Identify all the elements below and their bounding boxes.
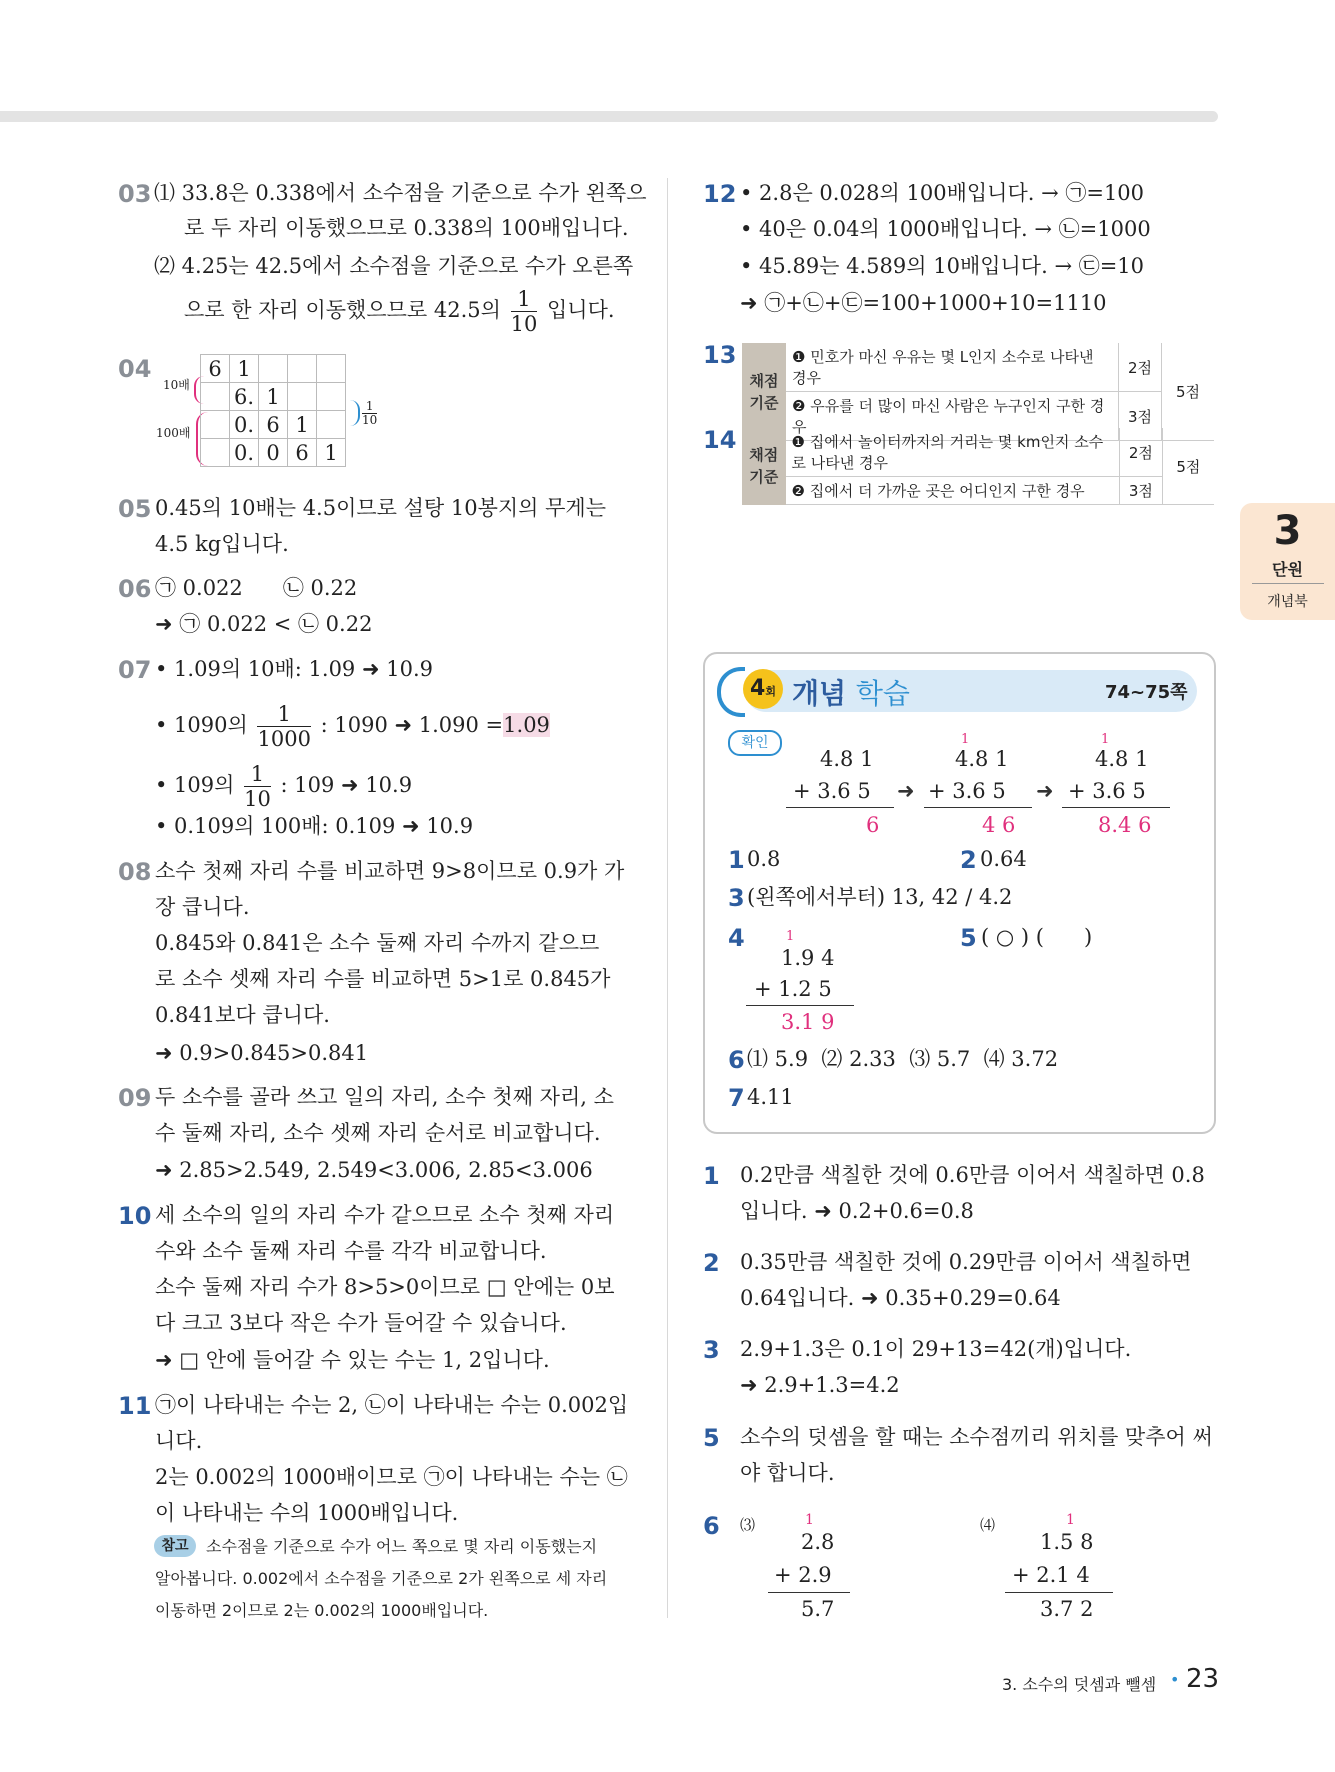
footer-chapter: 3. 소수의 덧셈과 뺄셈 <box>1002 1675 1157 1694</box>
label-10x: 10배 <box>163 378 190 392</box>
addend: 1.9 4 <box>781 946 835 970</box>
criteria-row: ❶ 집에서 놀이터까지의 거리는 몇 km인지 소수로 나타낸 경우 <box>786 428 1120 477</box>
denominator: 10 <box>244 787 271 811</box>
answer-line: ➜ □ 안에 들어갈 수 있는 수는 1, 2입니다. <box>155 1348 550 1372</box>
item-number: 3 <box>728 884 745 912</box>
numerator: 1 <box>244 762 271 787</box>
numerator: 1 <box>511 287 538 312</box>
answer-line: ㉠이 나타내는 수는 2, ㉡이 나타내는 수는 0.002입 <box>155 1393 629 1417</box>
cell: 1 <box>317 439 346 467</box>
cell <box>259 355 288 383</box>
partial-sum: 6 <box>866 813 880 837</box>
criteria-header <box>742 428 786 505</box>
answer-line: • 1.09의 10배: 1.09 ➜ 10.9 <box>155 657 434 681</box>
answer-line: 수 둘째 자리, 소수 셋째 자리 순서로 비교합니다. <box>155 1121 601 1145</box>
answer-line: 소수의 덧셈을 할 때는 소수점끼리 위치를 맞추어 써 <box>740 1425 1213 1449</box>
sum-line <box>924 807 1032 808</box>
criteria-row: ❶ 민호가 마신 우유는 몇 L인지 소수로 나타낸 경우 <box>786 343 1119 392</box>
answer-line: 수와 소수 둘째 자리 수를 각각 비교합니다. <box>155 1239 547 1263</box>
addend: 4.8 1 <box>955 747 1009 771</box>
item-number: 4 <box>728 924 745 952</box>
answer-line: ➜ ㉠+㉡+㉢=100+1000+10=1110 <box>740 291 1107 315</box>
answer-line: 이 나타내는 수의 1000배입니다. <box>155 1501 459 1525</box>
question-number: 1 <box>703 1162 720 1190</box>
addend: 4.8 1 <box>820 747 874 771</box>
cell: 6 <box>259 411 288 439</box>
question-number: 14 <box>703 426 737 454</box>
answer-line: ⑴ 33.8은 0.338에서 소수점을 기준으로 수가 왼쪽으 <box>154 181 647 205</box>
sum-line <box>768 1592 850 1593</box>
box-title <box>792 672 910 712</box>
item-answer: (왼쪽에서부터) 13, 42 / 4.2 <box>747 885 1013 909</box>
fraction-tenth <box>362 400 377 427</box>
cell: 0. <box>230 439 259 467</box>
session-badge <box>743 669 783 709</box>
text: 입니다. <box>547 298 615 322</box>
answer-line <box>155 702 550 751</box>
cell <box>317 411 346 439</box>
question-number: 11 <box>118 1392 152 1420</box>
answer-line: 0.35만큼 색칠한 것에 0.29만큼 이어서 색칠하면 <box>740 1250 1192 1274</box>
criteria-row: ❷ 우유를 더 많이 마신 사람은 누구인지 구한 경우 <box>786 392 1119 441</box>
answer-line <box>155 762 412 811</box>
check-badge: 확인 <box>728 730 782 756</box>
badge-sub: 회 <box>765 685 776 698</box>
item-number: 2 <box>960 846 977 874</box>
badge-number: 4 <box>750 676 766 701</box>
cell: 1 <box>230 355 259 383</box>
numerator: 1 <box>362 400 377 414</box>
arrow-icon: ➜ <box>1036 779 1054 803</box>
final-sum: 8.4 6 <box>1098 813 1152 837</box>
answer-line: 야 합니다. <box>740 1461 835 1485</box>
cell <box>317 355 346 383</box>
text: : 1090 ➜ 1.090 = <box>320 713 504 737</box>
text: 으로 한 자리 이동했으므로 42.5의 <box>184 298 501 322</box>
sum-line <box>1062 807 1170 808</box>
carry: 1 <box>1101 732 1110 747</box>
denominator: 10 <box>362 413 378 427</box>
answer-line: • 2.8은 0.028의 100배입니다. → ㉠=100 <box>740 181 1145 205</box>
question-number: 09 <box>118 1084 152 1112</box>
partial-sum: 4 6 <box>982 813 1016 837</box>
question-number: 06 <box>118 575 152 603</box>
scoring-table <box>742 343 1214 441</box>
chapter-unit: 단원 <box>1272 560 1303 579</box>
item-answer: ⑴ 5.9 ⑵ 2.33 ⑶ 5.7 ⑷ 3.72 <box>747 1047 1059 1071</box>
addend: + 2.9 <box>774 1563 832 1587</box>
scoring-table <box>742 428 1214 505</box>
label-100x: 100배 <box>156 426 191 440</box>
carry: 1 <box>786 929 795 944</box>
sum: 3.1 9 <box>781 1010 835 1034</box>
column-divider <box>667 178 668 1618</box>
answer-line: 로 두 자리 이동했으므로 0.338의 100배입니다. <box>184 216 629 240</box>
question-number: 05 <box>118 495 152 523</box>
arrow-icon: ➜ <box>897 779 915 803</box>
item-number: 1 <box>728 846 745 874</box>
points: 3점 <box>1120 477 1163 505</box>
answer-line: 4.5 kg입니다. <box>155 532 289 556</box>
header-text: 채점 기준 <box>749 371 779 412</box>
question-number: 2 <box>703 1249 720 1277</box>
answer-line: 로 소수 셋째 자리 수를 비교하면 5>1로 0.845가 <box>155 967 611 991</box>
place-value-table <box>200 354 346 467</box>
text: : 109 ➜ 10.9 <box>280 773 413 797</box>
answer-line: 소수 첫째 자리 수를 비교하면 9>8이므로 0.9가 가 <box>155 859 625 883</box>
title-b: 학습 <box>855 677 910 710</box>
carry: 1 <box>805 1512 814 1528</box>
denominator: 10 <box>510 312 538 336</box>
answer-line: 장 큽니다. <box>155 895 250 919</box>
item-number: 5 <box>960 924 977 952</box>
tip-line: 이동하면 2이므로 2는 0.002의 1000배입니다. <box>155 1601 489 1620</box>
addend: 4.8 1 <box>1095 747 1149 771</box>
title-a: 개념 <box>792 677 847 710</box>
question-number: 07 <box>118 656 152 684</box>
tip-line: 알아봅니다. 0.002에서 소수점을 기준으로 2가 왼쪽으로 세 자리 <box>155 1569 608 1588</box>
top-bar <box>0 111 1218 122</box>
question-number: 6 <box>703 1512 720 1540</box>
sum: 5.7 <box>801 1597 835 1621</box>
answer-line: ➜ 2.9+1.3=4.2 <box>740 1373 900 1397</box>
item-number: 7 <box>728 1084 745 1112</box>
answer-line: 다 크고 3보다 작은 수가 들어갈 수 있습니다. <box>155 1311 567 1335</box>
carry: 1 <box>1066 1512 1075 1528</box>
header-text: 채점 기준 <box>749 446 779 487</box>
points: 2점 <box>1119 343 1162 392</box>
sub-label: ⑷ <box>980 1516 996 1534</box>
answer-line: ➜ ㉠ 0.022 < ㉡ 0.22 <box>155 612 373 636</box>
sum-line <box>746 1005 854 1006</box>
addend: 1.5 8 <box>1040 1530 1094 1554</box>
answer-line: ㉠ 0.022 ㉡ 0.22 <box>155 576 358 600</box>
cell: 6 <box>288 439 317 467</box>
addend: 2.8 <box>801 1530 835 1554</box>
cell: 6 <box>201 355 230 383</box>
denominator: 1000 <box>257 727 311 751</box>
tip-line: 소수점을 기준으로 수가 어느 쪽으로 몇 자리 이동했는지 <box>206 1537 598 1556</box>
sub-label: ⑶ <box>740 1516 756 1534</box>
answer-line: 0.45의 10배는 4.5이므로 설탕 10봉지의 무게는 <box>155 496 606 520</box>
answer-line: • 45.89는 4.589의 10배입니다. → ㉢=10 <box>740 254 1145 278</box>
item-answer: 0.8 <box>747 847 781 871</box>
cell <box>201 383 230 411</box>
answer-line: 세 소수의 일의 자리 수가 같으므로 소수 첫째 자리 <box>155 1203 615 1227</box>
answer-line: ➜ 0.9>0.845>0.841 <box>155 1041 369 1065</box>
arc-tenth <box>350 400 360 426</box>
item-answer: 0.64 <box>980 847 1027 871</box>
criteria-header <box>742 343 786 441</box>
numerator: 1 <box>257 702 310 727</box>
cell: 1 <box>288 411 317 439</box>
question-number: 12 <box>703 180 737 208</box>
chapter-book: 개념북 <box>1267 594 1308 610</box>
question-number: 04 <box>118 355 152 383</box>
tab-rule <box>1252 583 1324 584</box>
answer-line: 2.9+1.3은 0.1이 29+13=42(개)입니다. <box>740 1337 1132 1361</box>
item-answer: ( ○ ) ( ) <box>981 925 1093 949</box>
answer-line: 입니다. ➜ 0.2+0.6=0.8 <box>740 1199 974 1223</box>
addend: + 3.6 5 <box>928 779 1006 803</box>
addend: + 2.1 4 <box>1012 1563 1090 1587</box>
fraction <box>244 762 271 811</box>
page-range: 74~75쪽 <box>1105 682 1188 703</box>
sum-line <box>786 807 894 808</box>
answer-line: 니다. <box>155 1429 203 1453</box>
answer-line: ➜ 2.85>2.549, 2.549<3.006, 2.85<3.006 <box>155 1158 593 1182</box>
highlight: 1.09 <box>503 713 550 737</box>
sum-line <box>1005 1592 1113 1593</box>
answer-line: 두 소수를 골라 쓰고 일의 자리, 소수 첫째 자리, 소 <box>155 1085 614 1109</box>
answer-line: 0.841보다 큽니다. <box>155 1003 330 1027</box>
answer-line: 2는 0.002의 1000배이므로 ㉠이 나타내는 수는 ㉡ <box>155 1465 628 1489</box>
fraction <box>257 702 310 751</box>
cell <box>317 383 346 411</box>
cell <box>201 411 230 439</box>
answer-line: 0.64입니다. ➜ 0.35+0.29=0.64 <box>740 1286 1061 1310</box>
cell <box>201 439 230 467</box>
answer-line: 소수 둘째 자리 수가 8>5>0이므로 □ 안에는 0보 <box>155 1275 615 1299</box>
cell: 0 <box>259 439 288 467</box>
fraction <box>511 287 538 336</box>
total-points: 5점 <box>1162 428 1214 505</box>
tip-badge: 참고 <box>154 1535 196 1557</box>
cell: 6. <box>230 383 259 411</box>
addend: + 3.6 5 <box>1068 779 1146 803</box>
footer-dot: • <box>1170 1670 1180 1689</box>
cell <box>288 383 317 411</box>
item-answer: 4.11 <box>747 1085 794 1109</box>
question-number: 08 <box>118 858 152 886</box>
question-number: 10 <box>118 1202 152 1230</box>
item-number: 6 <box>728 1046 745 1074</box>
points: 2점 <box>1120 428 1163 477</box>
question-number: 5 <box>703 1424 720 1452</box>
answer-line: 0.2만큼 색칠한 것에 0.6만큼 이어서 색칠하면 0.8 <box>740 1163 1205 1187</box>
criteria-row: ❷ 집에서 더 가까운 곳은 어디인지 구한 경우 <box>786 477 1120 505</box>
points: 3점 <box>1119 392 1162 441</box>
text: • 109의 <box>155 773 235 797</box>
question-number: 13 <box>703 341 737 369</box>
sum: 3.7 2 <box>1040 1597 1094 1621</box>
answer-line <box>184 287 615 336</box>
cell: 0. <box>230 411 259 439</box>
question-number: 3 <box>703 1336 720 1364</box>
answer-line: • 0.109의 100배: 0.109 ➜ 10.9 <box>155 814 474 838</box>
carry: 1 <box>961 732 970 747</box>
question-number: 03 <box>118 180 152 208</box>
answer-line: ⑵ 4.25는 42.5에서 소수점을 기준으로 수가 오른쪽 <box>154 254 634 278</box>
addend: + 1.2 5 <box>754 977 832 1001</box>
cell: 1 <box>259 383 288 411</box>
page-number: 23 <box>1186 1664 1220 1694</box>
text: • 1090의 <box>155 713 248 737</box>
answer-line: 0.845와 0.841은 소수 둘째 자리 수까지 같으므 <box>155 931 600 955</box>
addend: + 3.6 5 <box>793 779 871 803</box>
cell <box>288 355 317 383</box>
answer-line: • 40은 0.04의 1000배입니다. → ㉡=1000 <box>740 217 1151 241</box>
total-points: 5점 <box>1162 343 1215 441</box>
chapter-number: 3 <box>1273 508 1302 554</box>
